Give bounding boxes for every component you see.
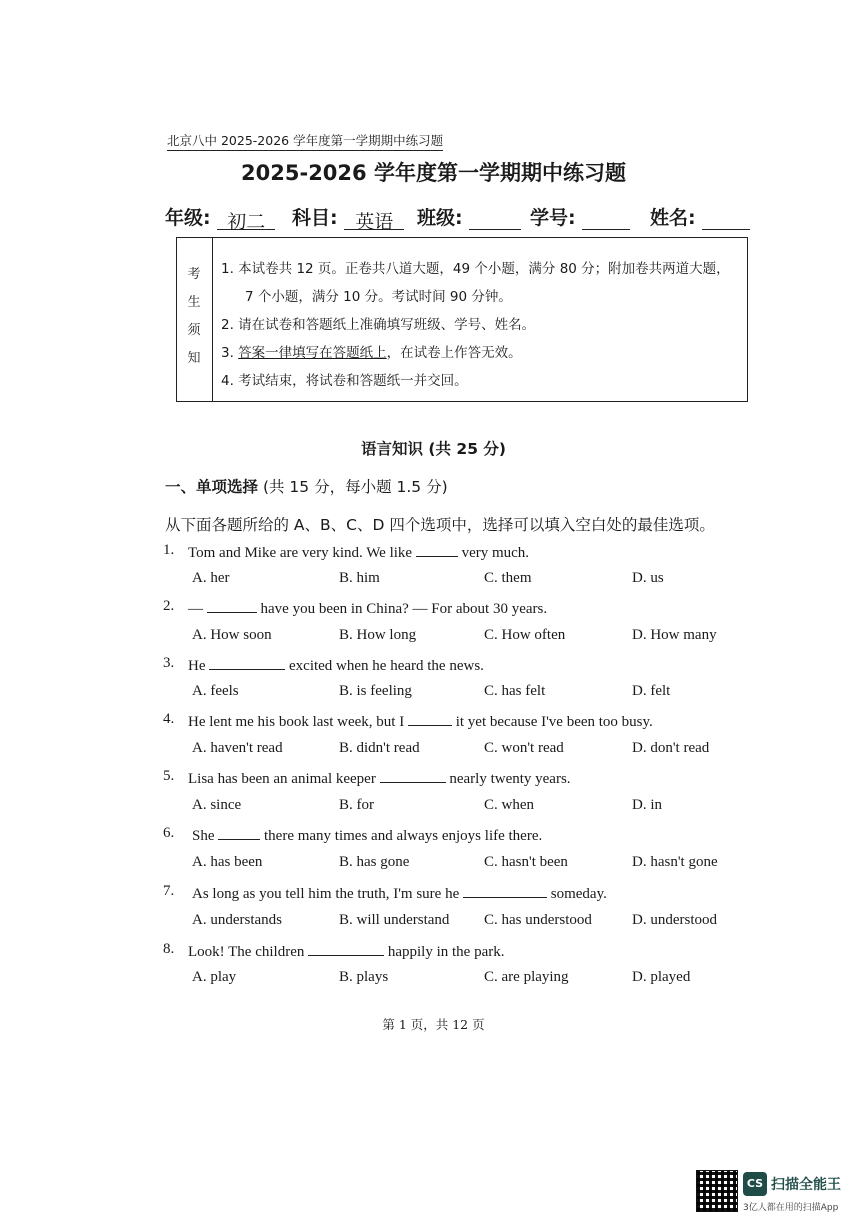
option-b: B. plays [339,969,389,985]
grade-field [165,203,275,233]
camscanner-app-name: 扫描全能王 [771,1177,841,1193]
option-c: C. won't read [484,740,564,756]
option-c: C. How often [484,627,566,643]
option-c: C. them [484,570,532,586]
subject-label: 科目: [292,207,338,229]
question-number: 8. [163,941,175,957]
question-stem: Look! The children happily in the park. [188,941,505,961]
id-blank [582,207,630,230]
subject-field [292,203,404,233]
school-header: 北京八中 2025-2026 学年度第一学期期中练习题 [167,131,443,151]
question-number: 7. [163,883,175,899]
id-field [530,203,630,230]
answer-blank [308,941,384,956]
notice-side-label [177,238,213,401]
question-stem: — have you been in China? — For about 30 years. [188,598,547,618]
notice-item-3-prefix: 3. [221,345,239,361]
question-number: 2. [163,598,175,614]
option-c: C. hasn't been [484,854,568,870]
exam-notice-box [176,237,748,402]
name-field [650,203,750,230]
camscanner-logo-icon: CS [743,1172,767,1196]
option-d: D. felt [632,683,671,699]
answer-blank [408,711,452,726]
page-footer: 第 1 页，共 12 页 [382,1017,485,1032]
question-stem: She there many times and always enjoys life there. [192,825,542,845]
question-stem: He excited when he heard the news. [188,655,484,675]
notice-item-2: 2. 请在试卷和答题纸上准确填写班级、学号、姓名。 [221,317,536,333]
option-b: B. for [339,797,374,813]
grade-label: 年级: [165,207,211,229]
option-d: D. don't read [632,740,710,756]
option-d: D. in [632,797,662,813]
option-d: D. hasn't gone [632,854,718,870]
option-d: D. us [632,570,664,586]
option-a: A. feels [192,683,239,699]
option-a: A. play [192,969,237,985]
option-d: D. understood [632,912,717,928]
answer-blank [463,883,547,898]
answer-blank [209,655,285,670]
answer-blank [218,825,260,840]
option-c: C. are playing [484,969,569,985]
option-b: B. him [339,570,380,586]
notice-item-1: 1. 本试卷共 12 页。正卷共八道大题，49 个小题，满分 80 分；附加卷共两道大题， [221,261,730,277]
question-stem: Tom and Mike are very kind. We like very much. [188,542,529,562]
option-a: A. has been [192,854,263,870]
name-label: 姓名: [650,207,696,229]
name-blank [702,207,750,230]
option-b: B. has gone [339,854,410,870]
part-title [165,475,448,497]
class-blank [469,207,521,230]
option-b: B. How long [339,627,417,643]
question-number: 5. [163,768,175,784]
grade-value: 初二 [217,207,275,230]
option-a: A. since [192,797,242,813]
notice-side-char: 考 [187,267,201,282]
notice-item-3-suffix: ，在试卷上作答无效。 [386,345,522,361]
option-a: A. understands [192,912,282,928]
part-title-sub: (共 15 分，每小题 1.5 分) [258,478,448,496]
option-b: B. didn't read [339,740,420,756]
question-stem: As long as you tell him the truth, I'm sure he someday. [192,883,607,903]
notice-side-char: 知 [187,351,201,366]
notice-item-4: 4. 考试结束，将试卷和答题纸一并交回。 [221,373,468,389]
question-number: 3. [163,655,175,671]
question-stem: He lent me his book last week, but I it yet because I've been too busy. [188,711,653,731]
subject-value: 英语 [344,207,404,230]
class-label: 班级: [417,207,463,229]
answer-blank [207,598,257,613]
notice-side-char: 生 [187,295,201,310]
instruction: 从下面各题所给的 A、B、C、D 四个选项中，选择可以填入空白处的最佳选项。 [165,516,715,534]
part-title-main: 一、单项选择 [165,478,259,496]
question-number: 1. [163,542,175,558]
option-b: B. will understand [339,912,450,928]
option-a: A. How soon [192,627,272,643]
notice-item-3 [221,341,522,361]
option-c: C. has understood [484,912,592,928]
question-stem: Lisa has been an animal keeper nearly twenty years. [188,768,571,788]
option-a: A. her [192,570,230,586]
answer-blank [380,768,446,783]
question-number: 4. [163,711,175,727]
notice-side-char: 须 [187,323,201,338]
option-a: A. haven't read [192,740,283,756]
option-d: D. played [632,969,691,985]
qr-code-icon [696,1170,738,1212]
option-d: D. How many [632,627,717,643]
section-title: 语言知识 (共 25 分) [361,440,506,458]
option-b: B. is feeling [339,683,412,699]
notice-item-3-emphasis: 答案一律填写在答题纸上 [238,345,387,361]
camscanner-tagline: 3亿人都在用的扫描App [743,1203,839,1213]
class-field [417,203,521,230]
notice-item-1-cont: 7 个小题，满分 10 分。考试时间 90 分钟。 [245,289,512,305]
question-number: 6. [163,825,175,841]
answer-blank [416,542,458,557]
option-c: C. when [484,797,534,813]
id-label: 学号: [530,207,576,229]
exam-title: 2025-2026 学年度第一学期期中练习题 [241,161,626,185]
option-c: C. has felt [484,683,546,699]
